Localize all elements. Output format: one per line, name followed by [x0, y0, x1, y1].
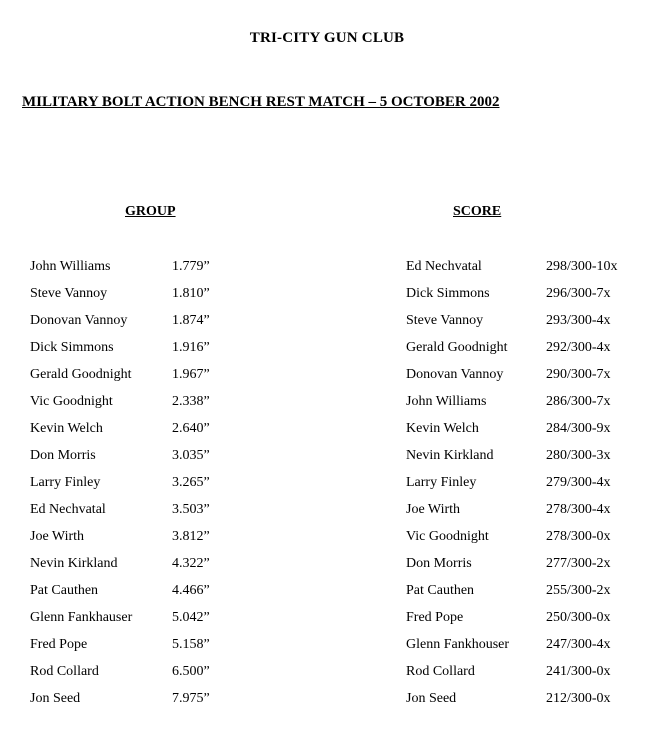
score-shooter-name: Steve Vannoy	[406, 313, 484, 328]
score-row	[406, 501, 646, 528]
group-result-value: 6.500”	[172, 664, 210, 679]
group-result-value: 4.322”	[172, 556, 210, 571]
group-shooter-name: Don Morris	[30, 448, 96, 463]
group-shooter-name: Glenn Fankhauser	[30, 610, 133, 625]
score-row	[406, 474, 646, 501]
score-shooter-name: Gerald Goodnight	[406, 340, 508, 355]
score-result-value: 280/300-3x	[546, 448, 611, 463]
group-row	[30, 339, 260, 366]
group-row	[30, 258, 260, 285]
score-row	[406, 312, 646, 339]
group-row	[30, 285, 260, 312]
group-row	[30, 312, 260, 339]
group-shooter-name: Pat Cauthen	[30, 583, 99, 598]
group-shooter-name: Larry Finley	[30, 475, 101, 490]
club-title: TRI-CITY GUN CLUB	[249, 30, 405, 46]
group-row	[30, 555, 260, 582]
group-result-value: 5.158”	[172, 637, 210, 652]
score-shooter-name: Fred Pope	[406, 610, 464, 625]
score-row	[406, 447, 646, 474]
score-row	[406, 366, 646, 393]
score-heading: SCORE	[453, 204, 502, 219]
group-row	[30, 636, 260, 663]
group-shooter-name: Jon Seed	[30, 691, 81, 706]
score-result-value: 241/300-0x	[546, 664, 611, 679]
group-row	[30, 420, 260, 447]
group-shooter-name: Gerald Goodnight	[30, 367, 132, 382]
score-result-value: 293/300-4x	[546, 313, 611, 328]
group-result-value: 2.640”	[172, 421, 210, 436]
group-shooter-name: Steve Vannoy	[30, 286, 108, 301]
score-row	[406, 582, 646, 609]
group-result-value: 7.975”	[172, 691, 210, 706]
score-shooter-name: John Williams	[406, 394, 487, 409]
group-row	[30, 690, 260, 717]
score-shooter-name: Pat Cauthen	[406, 583, 475, 598]
group-shooter-name: Fred Pope	[30, 637, 88, 652]
group-shooter-name: Joe Wirth	[30, 529, 85, 544]
score-shooter-name: Vic Goodnight	[406, 529, 489, 544]
score-result-value: 250/300-0x	[546, 610, 611, 625]
group-result-value: 3.265”	[172, 475, 210, 490]
score-shooter-name: Joe Wirth	[406, 502, 461, 517]
score-result-value: 279/300-4x	[546, 475, 611, 490]
group-result-value: 3.035”	[172, 448, 210, 463]
score-row	[406, 285, 646, 312]
match-title: MILITARY BOLT ACTION BENCH REST MATCH – 5 OCTOBER 2002	[22, 94, 500, 110]
group-row	[30, 366, 260, 393]
score-shooter-name: Ed Nechvatal	[406, 259, 482, 274]
score-row	[406, 555, 646, 582]
group-result-value: 2.338”	[172, 394, 210, 409]
score-shooter-name: Nevin Kirkland	[406, 448, 494, 463]
score-row	[406, 636, 646, 663]
score-row	[406, 258, 646, 285]
score-row	[406, 339, 646, 366]
group-row	[30, 609, 260, 636]
group-result-value: 5.042”	[172, 610, 210, 625]
group-result-value: 1.779”	[172, 259, 210, 274]
group-result-value: 1.967”	[172, 367, 210, 382]
score-result-value: 298/300-10x	[546, 259, 618, 274]
score-row	[406, 420, 646, 447]
group-row	[30, 528, 260, 555]
score-result-value: 292/300-4x	[546, 340, 611, 355]
score-result-value: 284/300-9x	[546, 421, 611, 436]
score-row	[406, 609, 646, 636]
group-result-value: 1.874”	[172, 313, 210, 328]
group-shooter-name: Dick Simmons	[30, 340, 114, 355]
score-shooter-name: Dick Simmons	[406, 286, 490, 301]
group-row	[30, 582, 260, 609]
group-shooter-name: Donovan Vannoy	[30, 313, 128, 328]
group-result-value: 1.916”	[172, 340, 210, 355]
group-result-value: 3.812”	[172, 529, 210, 544]
group-row	[30, 447, 260, 474]
group-row	[30, 663, 260, 690]
group-shooter-name: Vic Goodnight	[30, 394, 113, 409]
score-shooter-name: Kevin Welch	[406, 421, 479, 436]
score-result-value: 286/300-7x	[546, 394, 611, 409]
group-result-value: 3.503”	[172, 502, 210, 517]
score-result-value: 247/300-4x	[546, 637, 611, 652]
group-results-list	[30, 258, 260, 717]
score-row	[406, 690, 646, 717]
score-result-value: 255/300-2x	[546, 583, 611, 598]
score-shooter-name: Jon Seed	[406, 691, 457, 706]
score-row	[406, 528, 646, 555]
group-row	[30, 501, 260, 528]
group-shooter-name: Rod Collard	[30, 664, 99, 679]
group-shooter-name: John Williams	[30, 259, 111, 274]
score-shooter-name: Larry Finley	[406, 475, 477, 490]
score-result-value: 278/300-4x	[546, 502, 611, 517]
group-result-value: 4.466”	[172, 583, 210, 598]
score-row	[406, 663, 646, 690]
group-shooter-name: Ed Nechvatal	[30, 502, 106, 517]
score-shooter-name: Glenn Fankhouser	[406, 637, 510, 652]
score-result-value: 278/300-0x	[546, 529, 611, 544]
group-row	[30, 474, 260, 501]
score-shooter-name: Donovan Vannoy	[406, 367, 504, 382]
score-results-list	[406, 258, 646, 717]
score-shooter-name: Rod Collard	[406, 664, 475, 679]
score-result-value: 296/300-7x	[546, 286, 611, 301]
score-row	[406, 393, 646, 420]
group-row	[30, 393, 260, 420]
group-shooter-name: Kevin Welch	[30, 421, 103, 436]
score-result-value: 277/300-2x	[546, 556, 611, 571]
group-heading: GROUP	[125, 204, 176, 219]
group-result-value: 1.810”	[172, 286, 210, 301]
group-shooter-name: Nevin Kirkland	[30, 556, 118, 571]
score-shooter-name: Don Morris	[406, 556, 472, 571]
score-result-value: 212/300-0x	[546, 691, 611, 706]
score-result-value: 290/300-7x	[546, 367, 611, 382]
